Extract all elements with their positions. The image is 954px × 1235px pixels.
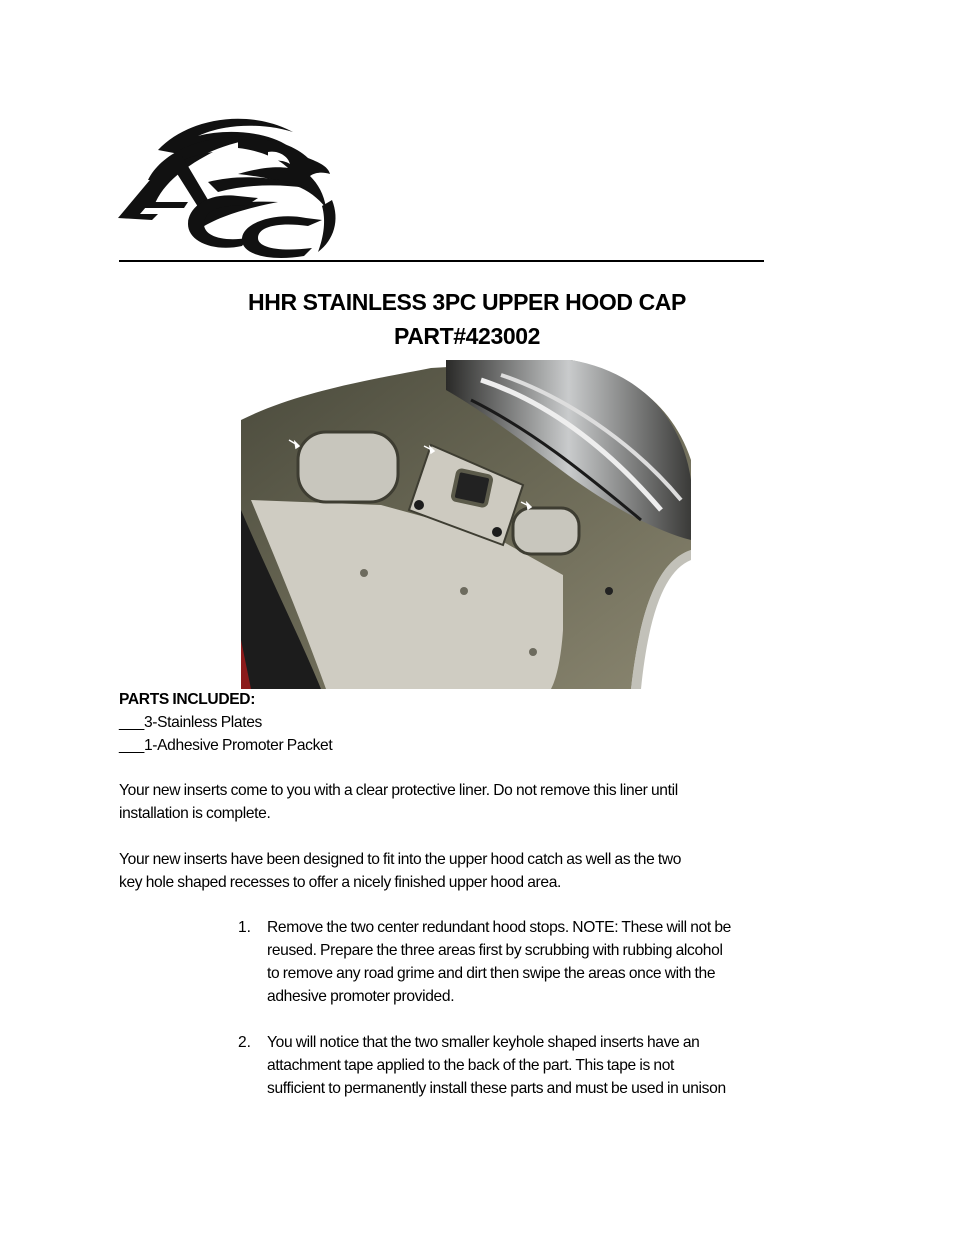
- header-divider: [119, 260, 764, 262]
- step-1-line3: to remove any road grime and dirt then swipe the areas once with the: [267, 965, 716, 982]
- hood-underside-photo: [241, 360, 691, 689]
- step-2-number: 2.: [238, 1034, 252, 1051]
- document-title: HHR STAINLESS 3PC UPPER HOOD CAP: [248, 289, 686, 315]
- paragraph-liner-line2: installation is complete.: [119, 805, 271, 822]
- part-number: PART#423002: [393, 323, 541, 349]
- step-2-line3: sufficient to permanently install these parts and must be used in unison: [267, 1080, 726, 1097]
- step-2-line1: You will notice that the two smaller keyhole shaped inserts have an: [267, 1034, 700, 1051]
- paragraph-fit-line1: Your new inserts have been designed to fit into the upper hood catch as well as the two: [119, 851, 682, 868]
- eagle-logo-icon: [118, 110, 340, 260]
- parts-included-heading: PARTS INCLUDED:: [119, 691, 256, 708]
- acc-eagle-logo: [118, 110, 340, 260]
- step-2-line2: attachment tape applied to the back of the part. This tape is not: [267, 1057, 674, 1074]
- step-1-line1: Remove the two center redundant hood stops. NOTE: These will not be: [267, 919, 731, 936]
- step-1-line2: reused. Prepare the three areas first by scrubbing with rubbing alcohol: [267, 942, 723, 959]
- parts-item-adhesive-promoter: ___1-Adhesive Promoter Packet: [119, 737, 333, 754]
- step-1-line4: adhesive promoter provided.: [267, 988, 455, 1005]
- parts-item-stainless-plates: ___3-Stainless Plates: [119, 714, 262, 731]
- step-1-number: 1.: [238, 919, 252, 936]
- paragraph-fit-line2: key hole shaped recesses to offer a nicely finished upper hood area.: [119, 874, 561, 891]
- hood-photo-illustration: [241, 360, 691, 689]
- paragraph-liner-line1: Your new inserts come to you with a clear protective liner. Do not remove this liner until: [119, 782, 678, 799]
